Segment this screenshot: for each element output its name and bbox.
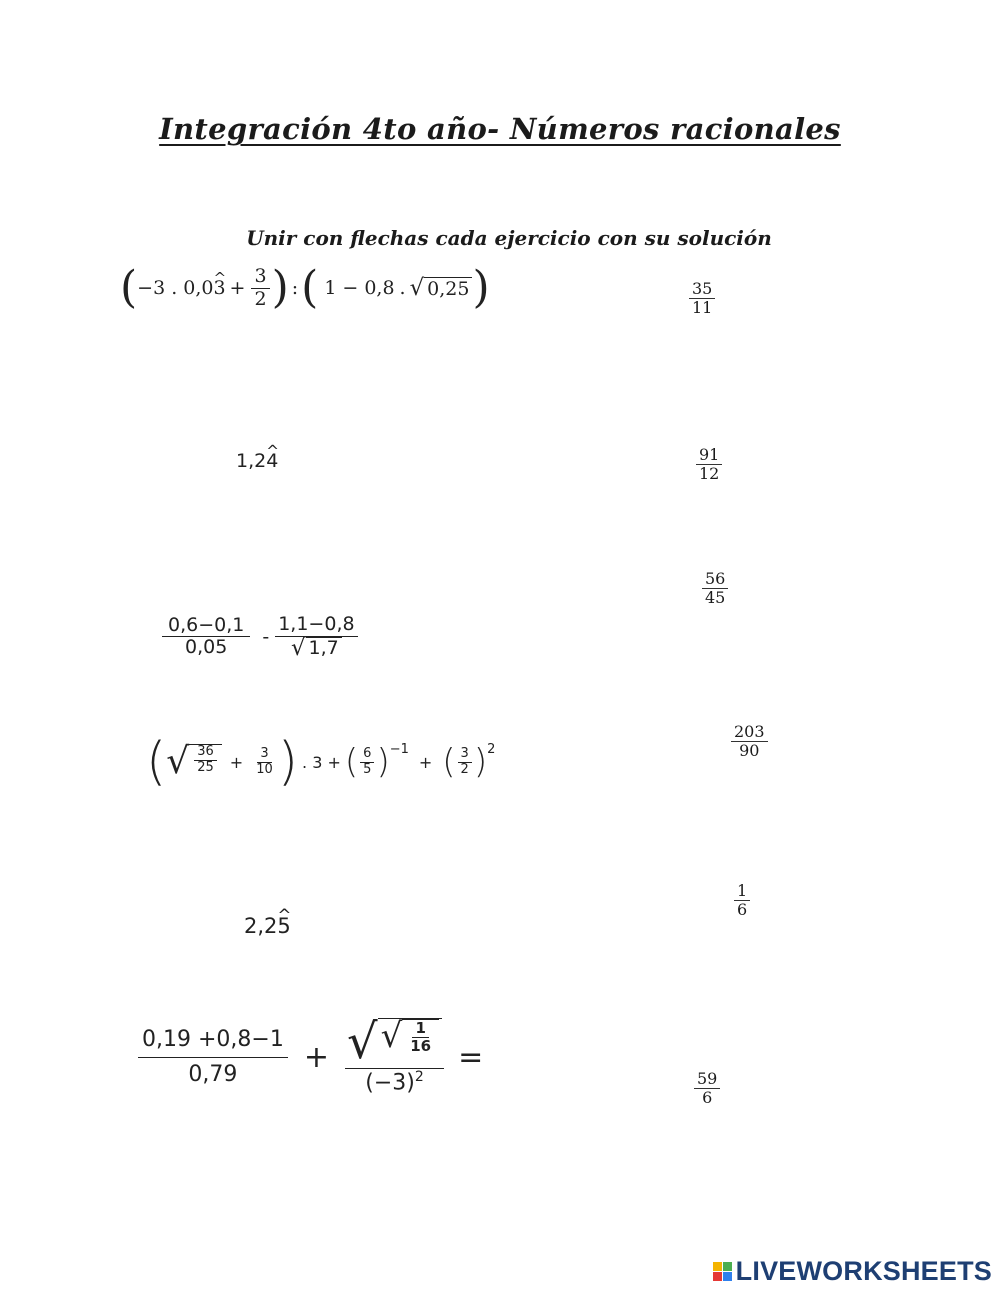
right-paren: ) <box>472 262 490 314</box>
ex6-num: 0,19 +0,8−1 <box>138 1027 288 1057</box>
exercise-2 <box>236 450 278 472</box>
ex4-times-three: . 3 + <box>302 752 341 772</box>
ex6-den-2-exp: 2 <box>414 1069 424 1086</box>
solution-4-den: 90 <box>739 741 760 761</box>
solution-1-num: 35 <box>689 280 715 299</box>
ex6-root-num: 1 <box>412 1020 428 1038</box>
ex6-nested-root <box>345 1014 444 1071</box>
ex6-fraction-2 <box>345 1014 444 1096</box>
right-paren: ) <box>473 742 488 782</box>
ex4-d-num: 3 <box>458 747 472 763</box>
ex4-b-num: 3 <box>257 747 271 763</box>
solution-1[interactable] <box>687 280 717 318</box>
ex5-base: 2,2 <box>244 914 278 938</box>
logo-blocks-icon <box>713 1262 732 1281</box>
ex6-root-den: 16 <box>410 1037 432 1056</box>
logo-text: LIVEWORKSHEETS <box>735 1256 992 1286</box>
ex4-d-den: 2 <box>460 761 469 777</box>
right-paren: ) <box>271 262 289 314</box>
exercise-4 <box>146 732 496 792</box>
ex3-fraction-1 <box>162 615 250 660</box>
solution-2-den: 12 <box>699 464 720 484</box>
solution-3-den: 45 <box>705 588 726 608</box>
ex2-base: 1,2 <box>236 450 267 472</box>
ex1-dot2: . <box>399 277 406 300</box>
solution-3[interactable] <box>700 570 730 608</box>
ex4-c-den: 5 <box>363 761 372 777</box>
solution-5-num: 1 <box>734 882 750 901</box>
ex4-fraction-b <box>253 747 276 778</box>
radical-icon: √ <box>380 1016 403 1057</box>
ex1-repeating-digit: ^ 3 <box>213 277 225 299</box>
ex6-den: 0,79 <box>188 1061 238 1087</box>
ex1-colon: : <box>291 277 299 300</box>
ex6-den-2-base: (−3) <box>365 1070 415 1096</box>
ex4-c-num: 6 <box>360 747 374 763</box>
ex3-radicand: 1,7 <box>306 637 342 660</box>
solution-5-den: 6 <box>737 900 748 920</box>
right-paren: ) <box>376 742 390 782</box>
exercise-5 <box>244 914 291 938</box>
worksheet-title: Integración 4to año- Números racionales <box>159 112 841 146</box>
ex4-exponent-1: −1 <box>389 742 409 757</box>
exercise-1 <box>120 262 490 314</box>
ex1-fraction <box>251 266 269 311</box>
ex4-plus-2: + <box>418 752 433 772</box>
ex1-periodic: 0,0^ 3 <box>183 277 225 299</box>
ex1-term-08: 0,8 <box>364 277 395 300</box>
ex1-term: −3 <box>137 277 166 300</box>
radical-icon: √ <box>409 274 425 301</box>
solution-4-num: 203 <box>731 723 768 742</box>
ex4-fraction-d <box>458 747 472 778</box>
solution-6-den: 6 <box>702 1088 713 1108</box>
ex4-a-den: 25 <box>197 759 214 775</box>
exercise-6 <box>136 992 483 1122</box>
instruction-text: Unir con flechas cada ejercicio con su solución <box>246 226 772 250</box>
solution-5[interactable] <box>732 882 752 920</box>
ex3-den-1: 0,05 <box>185 636 228 659</box>
exercise-3 <box>160 614 360 660</box>
ex4-sqrt <box>166 741 222 782</box>
left-paren: ( <box>344 742 359 782</box>
solution-4[interactable] <box>729 723 770 761</box>
left-paren: ( <box>301 262 319 314</box>
solution-3-num: 56 <box>702 570 728 589</box>
solution-2-num: 91 <box>696 446 722 465</box>
ex1-sqrt <box>409 274 473 301</box>
radical-icon: √ <box>346 1014 378 1071</box>
radical-icon: √ <box>291 634 306 661</box>
ex4-a-num: 36 <box>194 745 217 761</box>
ex1-dot: . <box>171 277 178 300</box>
ex3-num-1: 0,6−0,1 <box>162 615 250 638</box>
ex1-frac-num: 3 <box>251 266 269 289</box>
ex6-fraction-1 <box>138 1027 288 1087</box>
ex2-repeating-digit: ^ 4 <box>266 450 278 472</box>
ex3-fraction-2 <box>275 614 357 660</box>
ex1-radicand: 0,25 <box>424 277 472 300</box>
right-paren: ) <box>277 732 299 792</box>
ex4-b-den: 10 <box>256 761 273 777</box>
ex3-num-2: 1,1−0,8 <box>275 614 357 637</box>
ex6-plus: + <box>303 1039 329 1075</box>
ex3-minus: - <box>262 625 270 648</box>
left-paren: ( <box>442 742 456 782</box>
ex3-den-2 <box>288 634 345 661</box>
left-paren: ( <box>120 262 138 314</box>
ex4-fraction-c <box>360 747 374 778</box>
ex6-equals: = <box>458 1039 484 1075</box>
ex1-frac-den: 2 <box>254 287 267 310</box>
ex6-den-2 <box>362 1069 427 1096</box>
radical-icon: √ <box>166 741 190 782</box>
solution-1-den: 11 <box>692 298 713 318</box>
solution-6-num: 59 <box>694 1070 720 1089</box>
solution-6[interactable] <box>692 1070 722 1108</box>
ex5-repeating-digit: ^ 5 <box>277 914 290 938</box>
left-paren: ( <box>146 732 167 792</box>
ex4-plus: + <box>229 752 244 772</box>
liveworksheets-logo <box>713 1256 992 1287</box>
ex1-minus: − <box>342 277 359 300</box>
ex1-plus: + <box>229 277 246 300</box>
solution-2[interactable] <box>694 446 724 484</box>
ex1-one: 1 <box>324 277 337 300</box>
ex4-exponent-2: 2 <box>487 742 496 757</box>
